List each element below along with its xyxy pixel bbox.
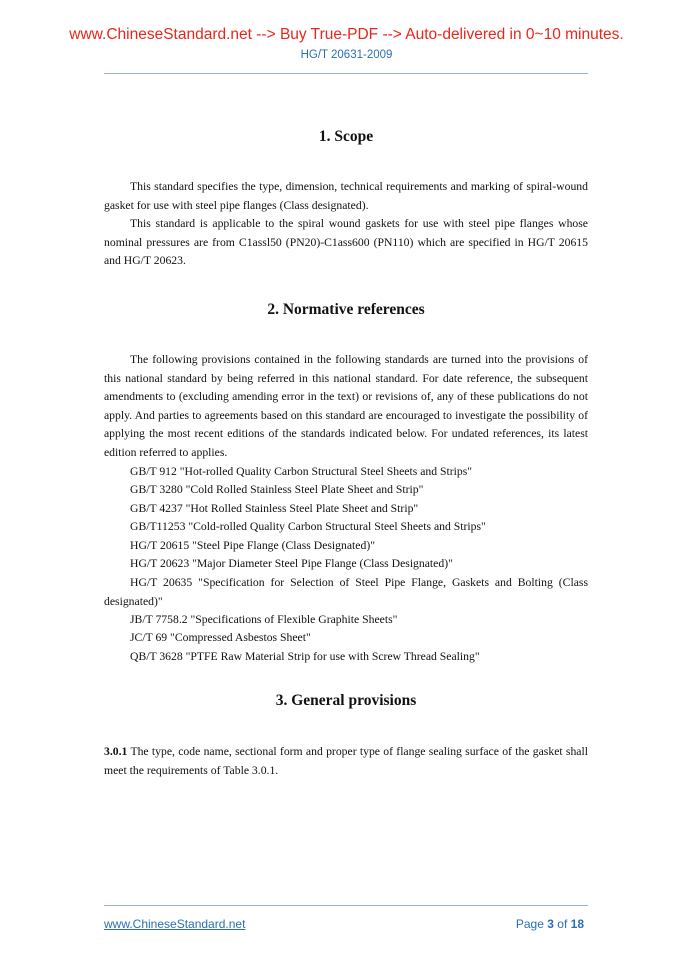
document-number: HG/T 20631-2009 (300, 49, 393, 61)
reference-item: JB/T 7758.2 "Specifications of Flexible Graphite Sheets" (130, 613, 398, 626)
reference-item: JC/T 69 "Compressed Asbestos Sheet" (130, 631, 311, 644)
page-indicator (516, 917, 584, 931)
current-page-number: 3 (547, 917, 554, 931)
reference-item: GB/T11253 "Cold-rolled Quality Carbon Structural Steel Sheets and Strips" (130, 520, 486, 533)
page-of-label: of (557, 917, 568, 931)
section-title-scope: 1. Scope (318, 128, 374, 145)
reference-item: HG/T 20623 "Major Diameter Steel Pipe Flange (Class Designated)" (130, 557, 453, 570)
buy-pdf-banner-link[interactable]: www.ChineseStandard.net --> Buy True-PDF --> Auto-delivered in 0~10 minutes. (69, 26, 624, 43)
total-pages-number: 18 (570, 917, 584, 931)
footer-divider (104, 905, 588, 906)
normative-intro-paragraph: The following provisions contained in the following standards are turned into the provisions of this national standard by being referred in this national standard. For date reference, the subsequent amendments to (excluding amending error in the text) or revisions of, any of these publications do not apply. And parties to agreements based on this standard are encouraged to investigate the possibility of applying the most recent editions of the standards indicated below. For undated references, its latest edition referred to applies. (104, 353, 588, 459)
clause-number: 3.0.1 (104, 745, 128, 758)
header-divider (104, 73, 588, 74)
reference-item: GB/T 4237 "Hot Rolled Stainless Steel Plate Sheet and Strip" (130, 502, 419, 515)
reference-item: HG/T 20615 "Steel Pipe Flange (Class Designated)" (130, 539, 375, 552)
scope-paragraph-1: This standard specifies the type, dimension, technical requirements and marking of spiral-wound gasket for use with steel pipe flanges (Class designated). (104, 180, 588, 212)
footer-site-link[interactable]: www.ChineseStandard.net (104, 917, 246, 931)
section-title-general-provisions: 3. General provisions (275, 692, 417, 709)
reference-item: GB/T 912 "Hot-rolled Quality Carbon Structural Steel Sheets and Strips" (130, 465, 473, 478)
page-label: Page (515, 917, 544, 931)
reference-item: HG/T 20635 "Specification for Selection of Steel Pipe Flange, Gaskets and Bolting (Class designated)" (104, 576, 588, 608)
clause-3-0-1 (104, 743, 588, 780)
clause-text: The type, code name, sectional form and proper type of flange sealing surface of the gasket shall meet the requirements of Table 3.0.1. (104, 745, 588, 777)
reference-item: GB/T 3280 "Cold Rolled Stainless Steel Plate Sheet and Strip" (130, 483, 424, 496)
scope-paragraph-2: This standard is applicable to the spiral wound gaskets for use with steel pipe flanges whose nominal pressures are from C1assl50 (PN20)-C1ass600 (PN110) which are specified in HG/T 20615 and HG/T 20623. (104, 217, 588, 268)
reference-item: QB/T 3628 "PTFE Raw Material Strip for use with Screw Thread Sealing" (130, 650, 480, 663)
section-title-normative-references: 2. Normative references (267, 301, 425, 318)
